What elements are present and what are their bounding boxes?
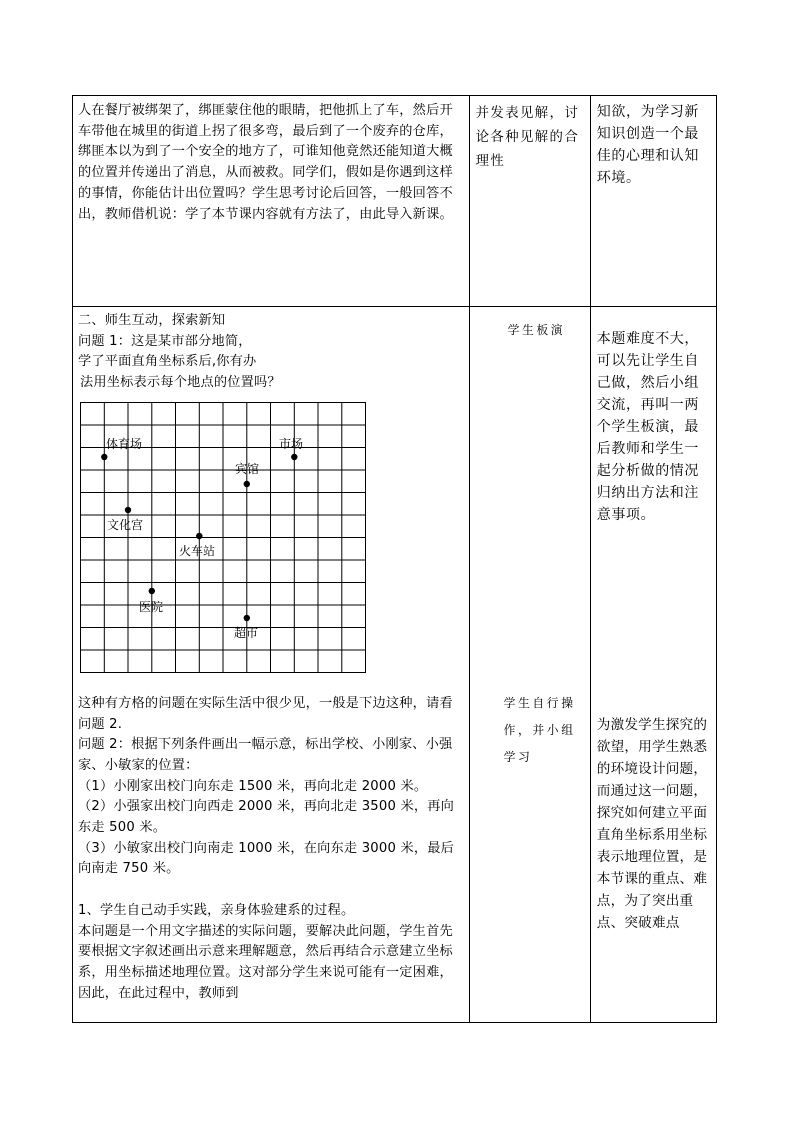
culture-palace-point	[125, 507, 131, 513]
stadium-label: 体育场	[106, 436, 143, 451]
hospital-point	[149, 588, 155, 594]
activity-point: 1、学生自己动手实践，亲身体验建系的过程。	[78, 902, 355, 918]
question-1-line: 学了平面直角坐标系后,你有办	[78, 354, 257, 370]
hotel-point	[244, 481, 250, 487]
teaching-process-cell	[73, 96, 470, 307]
student-activity-cell	[469, 307, 590, 1023]
design-intent-cell	[590, 96, 716, 307]
hospital-label: 医院	[139, 599, 164, 614]
table-row	[73, 307, 717, 1023]
condition-item: （3）小敏家出校门向南走 1000 米，在向东走 3000 米，最后向南走 750 米。	[78, 840, 455, 877]
train-station-point	[196, 533, 202, 539]
intro-story-text: 人在餐厅被绑架了，绑匪蒙住他的眼睛，把他抓上了车，然后开车带他在城里的街道上拐了很多弯，最后到了一个废弃的仓库，绑匪本以为到了一个安全的地方了，可谁知他竟然还能知道大概的位置并传递出了消息，从而被救。同学们，假如是你遇到这样的事情，你能估计出位置吗？学生思考讨论后回答，一般回答不出，教师借机说：学了本节课内容就有方法了，由此导入新课。	[78, 103, 453, 222]
section-heading: 二、师生互动，探索新知	[78, 313, 226, 328]
train-station-label: 火车站	[179, 543, 216, 558]
question-1-line: 问题 1：这是某市部分地简，	[78, 333, 252, 349]
market-label: 市场	[279, 436, 304, 451]
explanation-paragraph: 本问题是一个用文字描述的实际问题，要解决此问题，学生首先要根据文字叙述画出示意来理解题意，然后再结合示意建立坐标系，用坐标描述地理位置。这对部分学生来说可能有一定困难，因此，在此过程中，教师到	[78, 923, 453, 1001]
table-row	[73, 96, 717, 307]
question-2: 问题 2：根据下列条件画出一幅示意，标出学校、小刚家、小强家、小敏家的位置：	[78, 737, 453, 773]
market-point	[291, 454, 297, 460]
grid-map	[79, 402, 379, 682]
map-figure	[73, 402, 469, 694]
condition-item: （1）小刚家出校门向东走 1500 米，再向北走 2000 米。	[78, 778, 428, 794]
supermarket-label: 超市	[234, 625, 259, 640]
condition-item: （2）小强家出校门向西走 2000 米，再向北走 3500 米，再向东走 500 米。	[78, 799, 455, 836]
question-1-line: 法用坐标表示每个地点的位置吗？	[80, 375, 281, 391]
student-activity-cell	[469, 96, 590, 307]
discussion-text: 并发表见解，讨论各种见解的合理性	[475, 106, 580, 169]
lesson-plan-table	[72, 95, 717, 1023]
culture-palace-label: 文化宫	[107, 517, 144, 532]
design-purpose-note: 为激发学生探究的欲望，用学生熟悉的环境设计问题，而通过这一问题，探究如何建立平面直角坐标系用坐标表示地理位置，是本节课的重点、难点，为了突出重点、突破难点	[596, 717, 708, 931]
supermarket-point	[244, 615, 250, 621]
intent-text: 知欲，为学习新知识创造一个最佳的心理和认知环境。	[596, 104, 699, 186]
difficulty-note: 本题难度不大，可以先让学生自己做，然后小组交流，再叫一两个学生板演，最后教师和学生一起分析做的情况归纳出方法和注意事项。	[596, 331, 699, 523]
transition-paragraph: 这种有方格的问题在实际生活中很少见，一般是下边这种，请看问题 2.	[78, 695, 453, 732]
hotel-label: 宾馆	[235, 461, 260, 476]
teaching-process-cell	[73, 307, 470, 1023]
stadium-point	[101, 454, 107, 460]
board-demo-text: 学生板演	[507, 323, 566, 337]
design-intent-cell	[590, 307, 716, 1023]
group-work-text: 学生自行操作，并小组学习	[503, 696, 576, 764]
